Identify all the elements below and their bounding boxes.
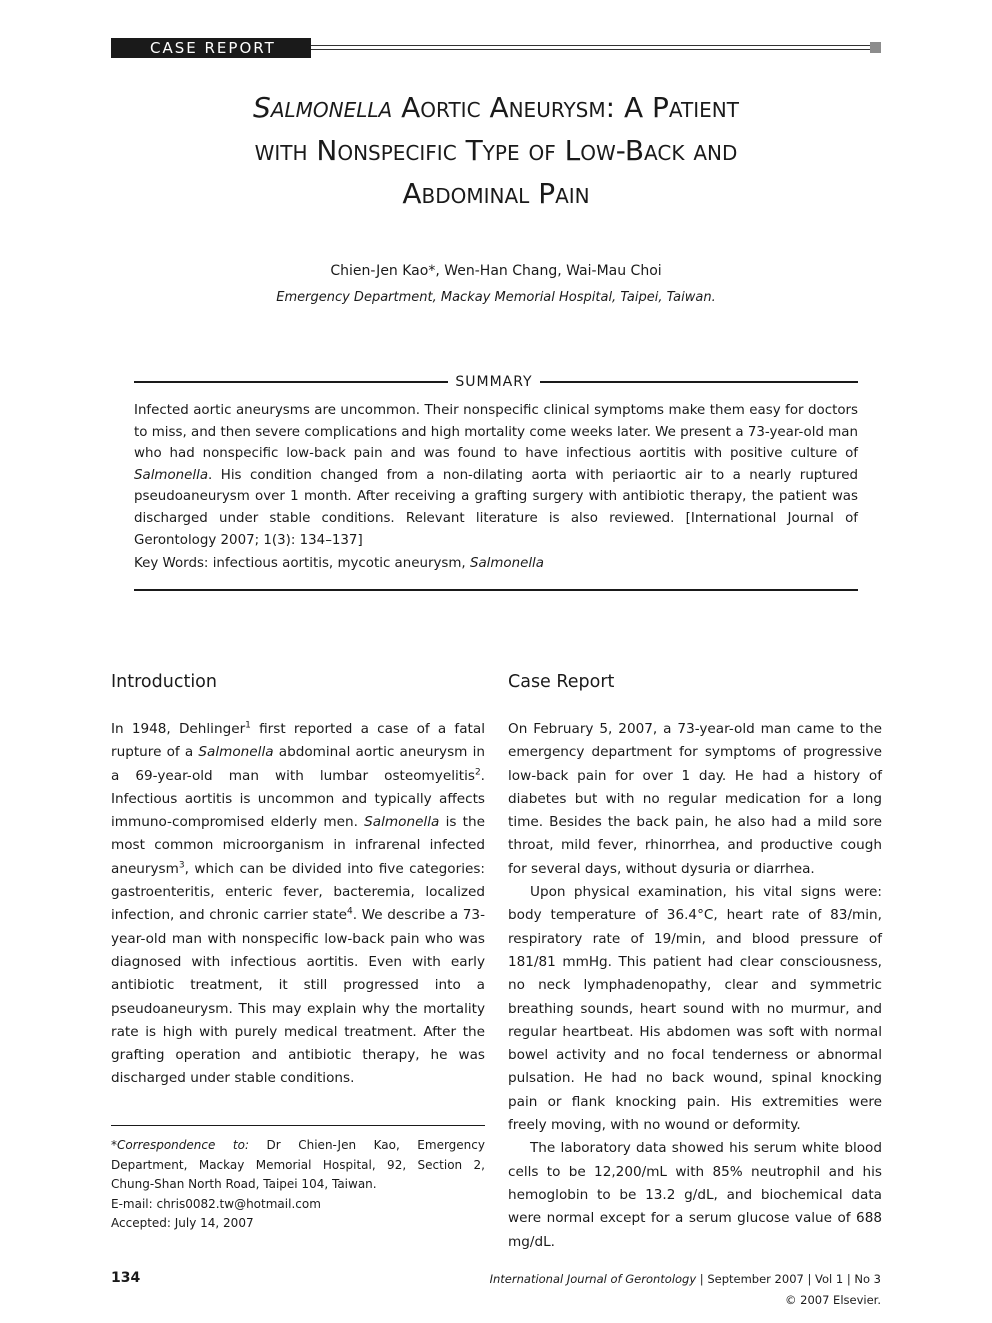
summary-text-italic: Salmonella <box>134 467 209 483</box>
banner-box <box>870 42 881 53</box>
summary-text-b: . His condition changed from a non-dilating aorta with periaortic air to a nearly ruptured pseudoaneurysm over 1 month. After receiving a grafting surgery with antibiotic therapy, the patient was discharged under stable conditions. Relevant literature is also reviewed. [International Journal of Gerontology 2007; 1(3): 134–137] <box>134 467 858 548</box>
ref-4[interactable]: 4 <box>346 906 353 917</box>
summary-rule-right <box>540 381 858 383</box>
intro-italic: Salmonella <box>198 744 274 761</box>
section-banner <box>111 38 881 58</box>
summary-label: SUMMARY <box>455 374 533 390</box>
intro-text: , which can be divided into five categories: gastroenteritis, enteric fever, bacteremia, localized infection, and chronic carrier state <box>111 860 485 924</box>
intro-text: first reported a case of a fatal rupture of a <box>111 721 485 761</box>
summary-bottom-rule <box>134 589 858 591</box>
summary-heading <box>134 372 858 392</box>
email-line[interactable]: E-mail: chris0082.tw@hotmail.com <box>111 1196 321 1211</box>
intro-text: . Infectious aortitis is uncommon and typically affects immuno-compromised elderly men. <box>111 767 485 831</box>
case-report-column <box>508 670 882 1254</box>
correspondence-text: Dr Chien-Jen Kao, Emergency Department, Mackay Memorial Hospital, 92, Section 2, Chung-Shan North Road, Taipei 104, Taiwan. <box>111 1138 485 1191</box>
intro-italic: Salmonella <box>364 814 440 831</box>
authors: Chien-Jen Kao*, Wen-Han Chang, Wai-Mau Choi <box>330 263 662 279</box>
intro-text: is the most common microorganism in infrarenal infected aneurysm <box>111 814 485 877</box>
case-report-heading: Case Report <box>508 672 615 692</box>
case-paragraph-2: Upon physical examination, his vital signs were: body temperature of 36.4°C, heart rate of 83/min, respiratory rate of 19/min, and blood pressure of 181/81 mmHg. This patient had clear consciousness, no neck lymphadenopathy, clear and symmetric breathing sounds, heart sound with no murmur, and regular heartbeat. His abdomen was soft with normal bowel activity and no focal tenderness or abnormal pulsation. He had no back wound, spinal knocking pain or flank knocking pain. His extremities were freely moving, with no wound or deformity. <box>508 884 882 1134</box>
journal-info <box>490 1272 881 1286</box>
title-italic: Salmonella <box>253 91 393 124</box>
keywords-italic: Salmonella <box>469 556 544 571</box>
summary-text-a: Infected aortic aneurysms are uncommon. Their nonspecific clinical symptoms make them easy for doctors to miss, and then severe complications and high mortality come weeks later. We present a 73-year-old man who had nonspecific low-back pain and was found to have infectious aortitis with positive culture of <box>134 403 858 462</box>
accepted-date: Accepted: July 14, 2007 <box>111 1216 254 1230</box>
intro-text: abdominal aortic aneurysm in a 69-year-old man with lumbar osteomyelitis <box>111 744 485 784</box>
footnote <box>111 1136 485 1234</box>
ref-1[interactable]: 1 <box>245 720 251 731</box>
case-paragraph-3: The laboratory data showed his serum white blood cells to be 12,200/mL with 85% neutrophil and his hemoglobin to be 13.2 g/dL, and biochemical data were normal except for a serum glucose value of 688 mg/dL. <box>508 1140 882 1250</box>
journal-name: International Journal of Gerontology <box>489 1272 697 1286</box>
intro-text: . We describe a 73-year-old man with nonspecific low-back pain who was diagnosed with infectious aortitis. Even with early antibiotic treatment, it still progressed into a pseudoaneurysm. This may explain why the mortality rate is high with purely medical treatment. After the grafting operation and antibiotic therapy, he was discharged under stable conditions. <box>111 907 485 1087</box>
ref-3[interactable]: 3 <box>178 860 185 871</box>
journal-issue: | September 2007 | Vol 1 | No 3 <box>696 1272 881 1286</box>
banner-rule <box>311 45 871 50</box>
keywords-label: Key Words: <box>134 556 209 571</box>
page-number: 134 <box>111 1270 141 1286</box>
case-paragraph-1: On February 5, 2007, a 73-year-old man came to the emergency department for symptoms of progressive low-back pain for over 1 day. He had a history of diabetes but with no regular medication for a long time. Besides the back pain, he also had a mild sore throat, mild fever, rhinorrhea, and productive cough for several days, without dysuria or diarrhea. <box>508 721 882 877</box>
section-label: CASE REPORT <box>111 38 311 58</box>
ref-2[interactable]: 2 <box>474 767 481 778</box>
intro-text: In 1948, Dehlinger <box>111 721 246 737</box>
copyright: © 2007 Elsevier. <box>784 1293 881 1307</box>
keywords <box>134 553 858 574</box>
affiliation: Emergency Department, Mackay Memorial Hospital, Taipei, Taiwan. <box>276 290 716 305</box>
title-line2: with Nonspecific Type of Low-Back and <box>254 134 738 167</box>
introduction-paragraph <box>111 718 485 1091</box>
keywords-text: infectious aortitis, mycotic aneurysm, <box>208 556 470 571</box>
introduction-column <box>111 670 485 1091</box>
summary-text <box>134 400 858 551</box>
title-line1: Aortic Aneurysm: A Patient <box>392 91 739 124</box>
article-title <box>130 86 862 215</box>
introduction-heading: Introduction <box>111 672 217 692</box>
footnote-rule <box>111 1125 485 1126</box>
correspondence-label: *Correspondence to: <box>111 1138 249 1152</box>
title-line3: Abdominal Pain <box>402 177 590 210</box>
summary-rule-left <box>134 381 448 383</box>
